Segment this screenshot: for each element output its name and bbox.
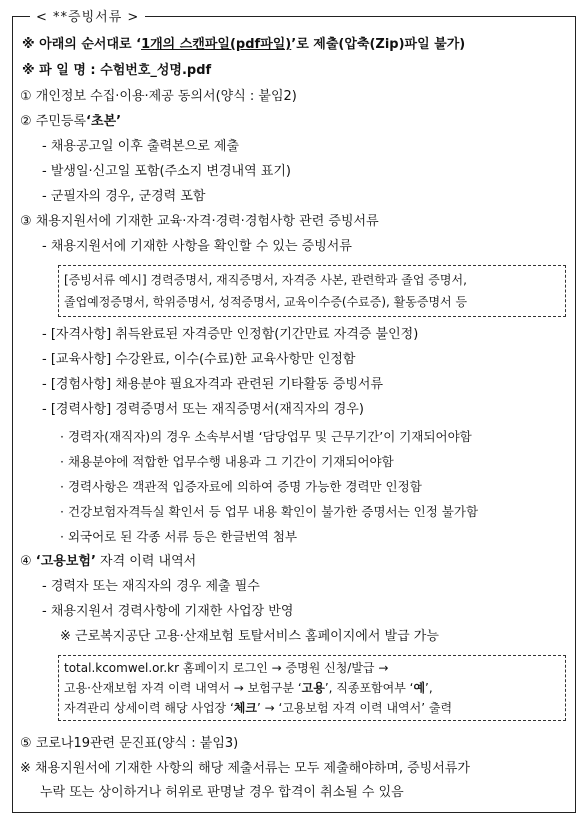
box2-line-3: 자격관리 상세이력 해당 사업장 ‘체크’ → ‘고용보험 자격 이력 내역서’ 출력 bbox=[64, 701, 453, 715]
item-4-note: ※ 근로복지공단 고용·산재보험 토탈서비스 홈페이지에서 발급 가능 bbox=[60, 629, 439, 644]
box1-line-1: [증빙서류 예시] 경력증명서, 재직증명서, 자격증 사본, 관련학과 졸업 증명서, bbox=[64, 273, 467, 287]
item-3-sub-4: - [경험사항] 채용분야 필요자격과 관련된 기타활동 증빙서류 bbox=[42, 377, 384, 392]
item-3-sub-5: - [경력사항] 경력증명서 또는 재직증명서(재직자의 경우) bbox=[42, 402, 364, 417]
item-2-sub-2: - 발생일·신고일 포함(주소지 변경내역 표기) bbox=[42, 164, 291, 179]
item-3-sub-2: - [자격사항] 취득완료된 자격증만 인정함(기간만료 자격증 불인정) bbox=[42, 327, 419, 342]
item-4: ④ ‘고용보험’ 자격 이력 내역서 bbox=[20, 554, 197, 569]
item-1: ① 개인정보 수집·이용·제공 동의서(양식 : 붙임2) bbox=[20, 89, 297, 104]
item-5: ⑤ 코로나19관련 문진표(양식 : 붙임3) bbox=[20, 736, 239, 751]
section-title: < **증빙서류 > bbox=[30, 6, 145, 25]
career-bullet-3: · 경력사항은 객관적 입증자료에 의하여 증명 가능한 경력만 인정함 bbox=[60, 479, 422, 494]
career-bullet-4: · 건강보험자격득실 확인서 등 업무 내용 확인이 불가한 증명서는 인정 불가함 bbox=[60, 504, 479, 519]
item-4-sub-1: - 경력자 또는 재직자의 경우 제출 필수 bbox=[42, 579, 260, 594]
item-2-sub-1: - 채용공고일 이후 출력본으로 제출 bbox=[42, 139, 240, 154]
box1-line-2: 졸업예정증명서, 학위증명서, 성적증명서, 교육이수증(수료증), 활동증명서 등 bbox=[64, 295, 468, 309]
item-3: ③ 채용지원서에 기재한 교육·자격·경력·경험사항 관련 증빙서류 bbox=[20, 214, 379, 229]
item-3-sub-1: - 채용지원서에 기재한 사항을 확인할 수 있는 증빙서류 bbox=[42, 239, 352, 254]
item-2: ② 주민등록‘초본’ bbox=[20, 114, 122, 129]
career-bullet-2: · 채용분야에 적합한 업무수행 내용과 그 기간이 기재되어야함 bbox=[60, 454, 394, 469]
footer-note-1: ※ 채용지원서에 기재한 사항의 해당 제출서류는 모두 제출해야하며, 증빙서류가 bbox=[20, 761, 470, 776]
header-line-2: ※ 파 일 명 : 수험번호_성명.pdf bbox=[22, 63, 212, 78]
item-3-sub-3: - [교육사항] 수강완료, 이수(수료)한 교육사항만 인정함 bbox=[42, 352, 356, 367]
footer-note-2: 누락 또는 상이하거나 허위로 판명날 경우 합격이 취소될 수 있음 bbox=[40, 785, 404, 800]
career-bullet-1: · 경력자(재직자)의 경우 소속부서별 ‘담당업무 및 근무기간’이 기재되어야함 bbox=[60, 429, 472, 444]
item-2-sub-3: - 군필자의 경우, 군경력 포함 bbox=[42, 189, 206, 204]
career-bullet-5: · 외국어로 된 각종 서류 등은 한글번역 첨부 bbox=[60, 529, 298, 544]
header-line-1: ※ 아래의 순서대로 ‘1개의 스캔파일(pdf파일)’로 제출(압축(Zip)파일 불가) bbox=[22, 37, 466, 52]
box2-line-2: 고용·산재보험 자격 이력 내역서 → 보험구분 ‘고용’, 직종포함여부 ‘예’, bbox=[64, 681, 433, 695]
box2-line-1: total.kcomwel.or.kr 홈페이지 로그인 → 증명원 신청/발급 → bbox=[64, 661, 389, 675]
item-4-sub-2: - 채용지원서 경력사항에 기재한 사업장 반영 bbox=[42, 604, 294, 619]
